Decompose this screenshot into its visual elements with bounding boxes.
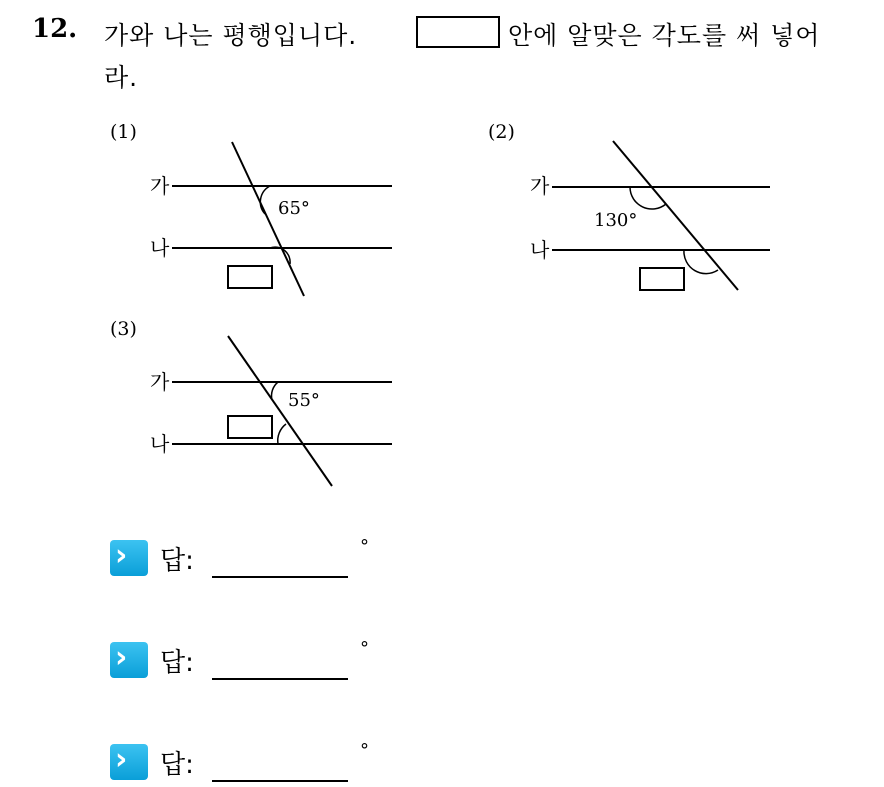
- figure-2-given-angle: 130°: [594, 210, 638, 231]
- figure-3-given-angle: 55°: [288, 390, 320, 411]
- figure-3-line-a-label: 가: [150, 370, 170, 394]
- figure-1-answer-box: [228, 266, 272, 288]
- figure-3: [110, 318, 392, 486]
- figure-3-angle-arc-top: [272, 382, 278, 400]
- answer-label: 답:: [160, 648, 194, 678]
- figure-1: [110, 121, 392, 296]
- figure-3-label: (3): [110, 318, 137, 340]
- answer-input-line[interactable]: [212, 678, 348, 680]
- figure-1-line-a-label: 가: [150, 174, 170, 198]
- figure-2-label: (2): [488, 121, 515, 143]
- figure-1-line-b-label: 나: [150, 236, 170, 260]
- question-text-after: 안에 알맞은 각도를 써 넣어: [508, 21, 821, 50]
- figure-3-angle-arc-bottom: [278, 424, 286, 444]
- answer-unit: °: [360, 740, 369, 761]
- question-number: 12.: [32, 14, 78, 44]
- figure-3-answer-box: [228, 416, 272, 438]
- figure-2-angle-arc-bottom: [684, 250, 718, 274]
- answer-input-line[interactable]: [212, 780, 348, 782]
- answer-label: 답:: [160, 546, 194, 576]
- answer-unit: °: [360, 536, 369, 557]
- chevron-right-icon: ›: [110, 642, 148, 678]
- figure-1-transversal: [232, 142, 304, 296]
- answer-label: 답:: [160, 750, 194, 780]
- figure-2-line-b-label: 나: [530, 238, 550, 262]
- answer-unit: °: [360, 638, 369, 659]
- figure-2-answer-box: [640, 268, 684, 290]
- figure-2-line-a-label: 가: [530, 174, 550, 198]
- figure-3-line-b-label: 나: [150, 432, 170, 456]
- figure-3-transversal: [228, 336, 332, 486]
- answer-input-line[interactable]: [212, 576, 348, 578]
- question-text-line2: 라.: [104, 63, 139, 92]
- chevron-right-icon: ›: [110, 744, 148, 780]
- figure-2: [488, 121, 770, 290]
- chevron-right-icon: ›: [110, 540, 148, 576]
- figure-1-angle-arc-top: [260, 186, 270, 214]
- figure-1-given-angle: 65°: [278, 198, 310, 219]
- question-text-before: 가와 나는 평행입니다.: [104, 21, 358, 50]
- figure-1-label: (1): [110, 121, 137, 143]
